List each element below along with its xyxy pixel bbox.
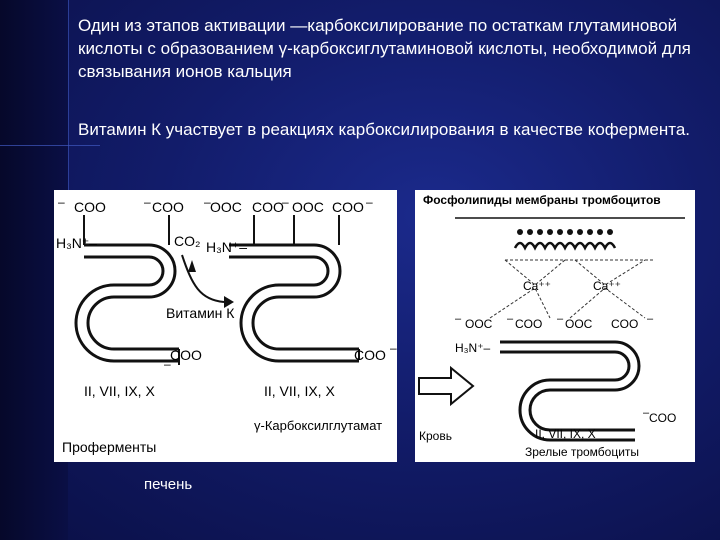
calcium-label: Ca⁺⁺ — [593, 279, 622, 293]
svg-text:–: – — [455, 313, 462, 325]
decor-horizontal-line — [0, 145, 100, 146]
ooc-label: OOC — [292, 199, 324, 215]
svg-text:–: – — [204, 195, 211, 209]
svg-text:–: – — [647, 313, 654, 325]
carboxylation-diagram — [54, 190, 397, 462]
coo-label: COO — [74, 199, 106, 215]
vitamin-k-label: Витамин К — [166, 305, 235, 321]
ooc-label: OOC — [565, 317, 593, 331]
svg-text:–: – — [282, 195, 289, 209]
coo-label: COO — [170, 347, 202, 363]
protein-chain — [500, 342, 639, 440]
coo-label: COO — [611, 317, 639, 331]
phospholipid-tails — [515, 243, 615, 248]
svg-text:–: – — [643, 407, 650, 419]
h3n-label: H₃N⁺– — [455, 341, 491, 355]
factors-right-label: II, VII, IX, X — [264, 383, 335, 399]
phospholipid-heads — [517, 229, 613, 235]
ooc-label: OOC — [465, 317, 493, 331]
factors-left-label: II, VII, IX, X — [84, 383, 155, 399]
ooc-label: OOC — [210, 199, 242, 215]
paragraph-vitamin-k: Витамин К участвует в реакциях карбоксилирования в качестве кофермента. — [78, 120, 690, 139]
platelet-binding-diagram — [415, 190, 695, 462]
carboxylation-diagram-svg — [54, 190, 397, 462]
membrane-title: Фосфолипиды мембраны тромбоцитов — [423, 193, 661, 207]
reaction-arrow-curve — [182, 255, 224, 302]
svg-text:–: – — [366, 195, 373, 209]
paragraph-carboxylation: Один из этапов активации —карбоксилирование по остаткам глутаминовой кислоты с образованием γ-карбоксиглутаминовой кислоты, необходимой для связывания ионов кальция — [78, 16, 691, 81]
h3n-left-label: H₃N⁺– — [56, 235, 98, 251]
decor-vertical-line — [68, 0, 69, 190]
coo-label: COO — [649, 411, 677, 425]
svg-text:–: – — [390, 341, 397, 355]
svg-text:–: – — [507, 313, 514, 325]
coo-label: COO — [515, 317, 543, 331]
blood-label: Кровь — [419, 429, 452, 443]
svg-text:–: – — [557, 313, 564, 325]
coo-label: COO — [252, 199, 284, 215]
platelets-label: Зрелые тромбоциты — [525, 445, 640, 459]
factors-label: II, VII, IX, X — [535, 427, 596, 441]
product-label: γ-Карбоксилглутамат — [254, 418, 383, 433]
calcium-label: Ca⁺⁺ — [523, 279, 552, 293]
platelet-binding-diagram-svg — [415, 190, 695, 462]
coo-label: COO — [332, 199, 364, 215]
enzymes-label: Проферменты — [62, 439, 157, 455]
svg-text:–: – — [164, 357, 171, 371]
co2-label: CO₂ — [174, 233, 201, 249]
coo-label: COO — [152, 199, 184, 215]
liver-caption: печень — [144, 476, 193, 493]
coo-label: COO — [354, 347, 386, 363]
h3n-right-label: H₃N⁺– — [206, 239, 248, 255]
svg-text:–: – — [144, 195, 151, 209]
svg-text:–: – — [58, 195, 65, 209]
blood-arrow-icon — [419, 368, 473, 404]
